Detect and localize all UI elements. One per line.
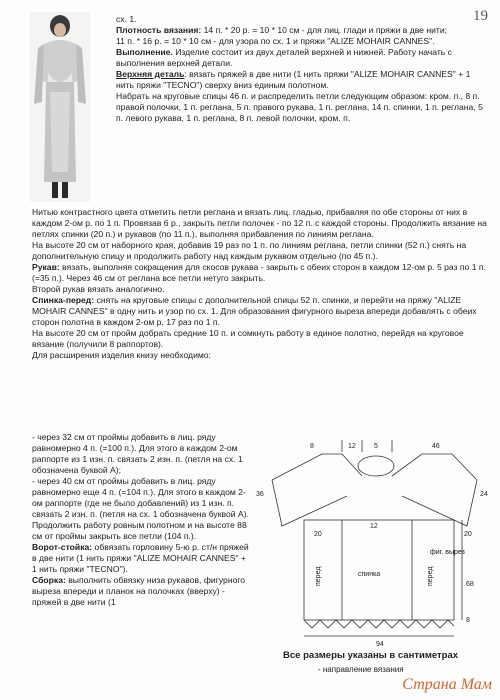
widen-step-1: - через 32 см от проймы добавить в лиц. ряду равномерно 4 п. (=100 п.). Для этого в каждом 2-ом раппорте из 1 изн. п. связать 2 изн. п. (петля на сх. 1 обозначена буквой А); xyxy=(32,432,243,475)
label-front-left: перед xyxy=(315,566,322,586)
finish-paragraph: Продолжить работу ровным полотном и на высоте 88 см от проймы закрыть все петли (104 п.). xyxy=(32,520,247,541)
dim-8-bottom: 8 xyxy=(466,617,470,624)
density-paragraph: Плотность вязания: 14 п. * 20 р. = 10 * 10 см - для лиц. глади и пряжи в две нити; xyxy=(116,25,448,35)
model-photo xyxy=(30,12,90,202)
scheme-ref: сх. 1. xyxy=(116,14,137,24)
full-width-text-block xyxy=(32,207,492,361)
watermark: Страна Мам xyxy=(402,676,492,693)
top-text-block xyxy=(116,14,488,124)
widening-paragraph: Для расширения изделия книзу необходимо: xyxy=(32,350,211,360)
page-number: 19 xyxy=(473,8,488,24)
height-paragraph: На высоте 20 см от наборного края, добавив 19 раз по 1 п. по линиям реглана, петли спинки (52 п.) снять на дополнительную спицу и продолжить работу над каждым рукавом отдельно (по 45 п.). xyxy=(32,240,467,261)
direction-caption: - направление вязания xyxy=(318,665,404,674)
execution-paragraph: Выполнение. Изделие состоит из двух деталей верхней и нижней. Работу начать с выполнения верхней детали. xyxy=(116,47,452,68)
dim-20-right: 20 xyxy=(464,531,472,538)
cast-on-paragraph: Набрать на круговые спицы 46 п. и распределить петли следующим образом: кром. п., 8 п. правой полочки, 1 п. реглана, 5 п. правого рукава, 1 п. реглана, 14 п. спинки, 1 п. реглана, 5 п. левого рукава, 1 п. реглана, 8 п. левой полочки, кром. п. xyxy=(116,91,483,123)
density-paragraph-2: 11 п. * 16 р. = 10 * 10 см - для узора по сх. 1 и пряжи "ALIZE MOHAIR CANNES". xyxy=(116,36,435,46)
dim-36: 36 xyxy=(256,491,264,498)
widen-step-2: - через 40 см от проймы добавить в лиц. ряду равномерно еще 4 п. (=104 п.). Для этого в каждом 2-ом раппорте (где не было добавлений) из 1 изн. п. связать 2 изн. п. (петля на сх. 1 обозначена буквой А). xyxy=(32,476,249,519)
dim-94: 94 xyxy=(376,641,384,648)
dim-8-top: 8 xyxy=(310,443,314,450)
sleeve-paragraph: Рукав: вязать, выполняя сокращения для скосов рукава - закрыть с обеих сторон в каждом 12-ом р. 5 раз по 1 п. (=35 п.). Через 46 см от реглана все петли нетуго закрыть. xyxy=(32,262,486,283)
left-column-text xyxy=(32,432,252,608)
upper-part-paragraph: Верхняя деталь: вязать пряжей в две нити (1 нить пряжи "ALIZE MOHAIR CANNES" + 1 нить пряжи "TECNO") сверху вниз единым полотном. xyxy=(116,69,471,90)
join-paragraph: На высоте 20 см от пройм добрать средние 10 п. и сомкнуть работу в единое полотно, перейдя на круговое вязание (получили 8 раппортов). xyxy=(32,328,464,349)
dim-12-top: 12 xyxy=(348,443,356,450)
pattern-diagram xyxy=(252,436,492,650)
dim-5-top: 5 xyxy=(374,443,378,450)
raglan-paragraph: Нитью контрастного цвета отметить петли реглана и вязать лиц. гладью, прибавляя по обе стороны от них в каждом 2-ом р. по 1 п. Провязав 6 р., закрыть петли полочек - по 12 п. с каждой стороны. Продолжить вязание на петлях спинки (20 п.) и рукавов (по 11 п.), выполняя прибавления по линиям реглана. xyxy=(32,207,487,239)
collar-paragraph: Ворот-стойка: обвязать горловину 5-ю р. ст/н пряжей в две нити (1 нить пряжи "ALIZE MOHAIR CANNES" + 1 нить пряжи "TECNO"). xyxy=(32,542,249,574)
dim-12-mid: 12 xyxy=(370,523,378,530)
label-back: спинка xyxy=(358,571,381,578)
dim-24: 24 xyxy=(480,491,488,498)
dim-68: 68 xyxy=(466,581,474,588)
assembly-paragraph: Сборка: выполнить обвязку низа рукавов, фигурного выреза впереди и планок на полочках (вверху) - пряжей в две нити (1 xyxy=(32,575,246,607)
back-front-paragraph: Спинка-перед: снять на круговые спицы с дополнительной спицы 52 п. спинки, и перейти на пряжу "ALIZE MOHAIR CANNES" в одну нить и узор по сх. 1. Для образования фигурного выреза впереди добавлять с обеих сторон полотна в каждом 2-ом р. 17 раз по 1 п. xyxy=(32,295,477,327)
dim-20-left: 20 xyxy=(314,531,322,538)
label-front-right: перед xyxy=(427,566,434,586)
second-sleeve-paragraph: Второй рукав вязать аналогично. xyxy=(32,284,165,294)
dim-46: 46 xyxy=(432,443,440,450)
label-figure-cutout: фиг. вырез xyxy=(430,549,465,556)
diagram-caption: Все размеры указаны в сантиметрах xyxy=(283,650,459,661)
